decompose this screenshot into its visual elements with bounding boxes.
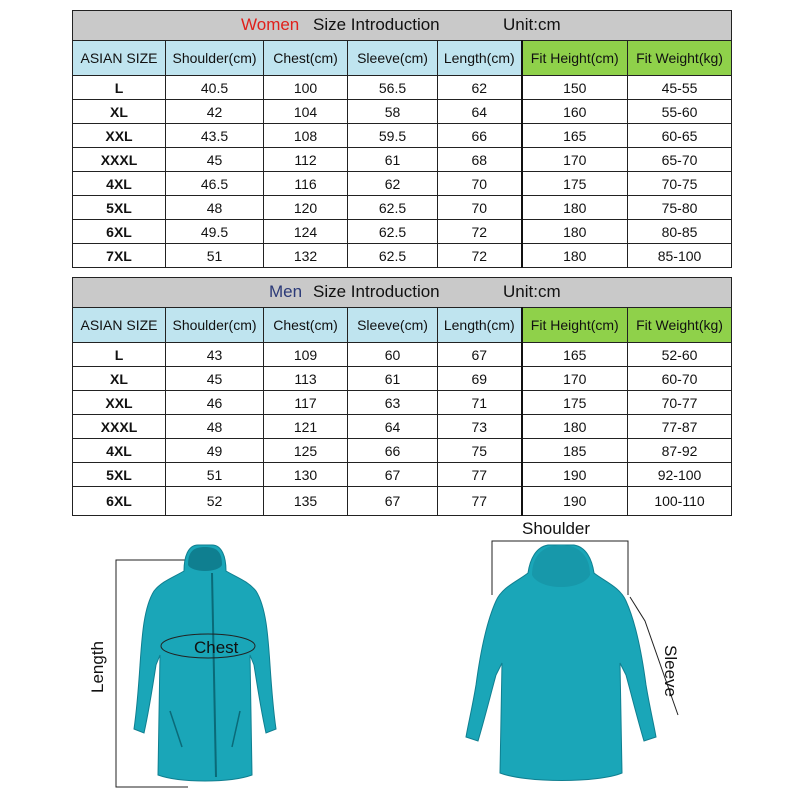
- table-row: [73, 76, 732, 100]
- measure-cell: 116: [264, 172, 348, 196]
- table-row: [73, 343, 732, 367]
- table-row: [73, 415, 732, 439]
- shoulder-label: Shoulder: [522, 519, 591, 538]
- measure-cell: 60-65: [628, 124, 732, 148]
- column-header: ASIAN SIZE: [73, 41, 166, 76]
- men-title-row: [73, 278, 732, 308]
- size-cell: 4XL: [73, 439, 166, 463]
- column-header: Sleeve(cm): [348, 41, 438, 76]
- men-title-text: Size Introduction: [313, 282, 440, 301]
- measure-cell: 48: [166, 196, 264, 220]
- table-row: [73, 367, 732, 391]
- measure-cell: 59.5: [348, 124, 438, 148]
- measure-cell: 92-100: [628, 463, 732, 487]
- measure-cell: 85-100: [628, 244, 732, 268]
- measure-cell: 113: [264, 367, 348, 391]
- measure-cell: 67: [348, 463, 438, 487]
- measure-cell: 73: [438, 415, 522, 439]
- size-cell: XXXL: [73, 148, 166, 172]
- measure-cell: 69: [438, 367, 522, 391]
- measure-cell: 125: [264, 439, 348, 463]
- measure-cell: 43: [166, 343, 264, 367]
- measure-cell: 112: [264, 148, 348, 172]
- measure-cell: 49: [166, 439, 264, 463]
- measure-cell: 121: [264, 415, 348, 439]
- column-header: Chest(cm): [264, 308, 348, 343]
- sleeve-label: Sleeve: [661, 645, 680, 697]
- measure-cell: 180: [522, 220, 628, 244]
- measure-cell: 45: [166, 148, 264, 172]
- table-row: [73, 124, 732, 148]
- measure-cell: 180: [522, 415, 628, 439]
- column-header: Length(cm): [438, 41, 522, 76]
- column-header: Sleeve(cm): [348, 308, 438, 343]
- measure-cell: 150: [522, 76, 628, 100]
- measure-cell: 62.5: [348, 220, 438, 244]
- size-cell: 6XL: [73, 487, 166, 516]
- chest-label: Chest: [194, 638, 239, 657]
- measure-cell: 60: [348, 343, 438, 367]
- measure-cell: 52: [166, 487, 264, 516]
- women-header-row: [73, 41, 732, 76]
- men-size-table: [72, 277, 732, 516]
- measure-cell: 52-60: [628, 343, 732, 367]
- measure-cell: 109: [264, 343, 348, 367]
- table-row: [73, 487, 732, 516]
- size-cell: XXXL: [73, 415, 166, 439]
- size-cell: 4XL: [73, 172, 166, 196]
- length-label: Length: [88, 641, 107, 693]
- column-header: Fit Weight(kg): [628, 308, 732, 343]
- column-header: ASIAN SIZE: [73, 308, 166, 343]
- men-gender-label: Men: [269, 282, 303, 301]
- measure-cell: 100: [264, 76, 348, 100]
- measure-cell: 68: [438, 148, 522, 172]
- measure-cell: 66: [348, 439, 438, 463]
- women-size-table: [72, 10, 732, 268]
- measure-cell: 58: [348, 100, 438, 124]
- column-header: Length(cm): [438, 308, 522, 343]
- table-row: [73, 244, 732, 268]
- measure-cell: 132: [264, 244, 348, 268]
- measure-cell: 71: [438, 391, 522, 415]
- size-cell: XL: [73, 367, 166, 391]
- size-cell: 7XL: [73, 244, 166, 268]
- measure-cell: 46.5: [166, 172, 264, 196]
- measure-cell: 185: [522, 439, 628, 463]
- measure-cell: 49.5: [166, 220, 264, 244]
- measure-cell: 77: [438, 487, 522, 516]
- measure-cell: 45: [166, 367, 264, 391]
- measure-cell: 175: [522, 172, 628, 196]
- column-header: Fit Height(cm): [522, 41, 628, 76]
- measure-cell: 60-70: [628, 367, 732, 391]
- measure-cell: 62.5: [348, 244, 438, 268]
- measure-cell: 66: [438, 124, 522, 148]
- measure-cell: 77-87: [628, 415, 732, 439]
- measure-cell: 104: [264, 100, 348, 124]
- measure-cell: 62: [438, 76, 522, 100]
- measure-cell: 75-80: [628, 196, 732, 220]
- measure-cell: 42: [166, 100, 264, 124]
- measure-cell: 80-85: [628, 220, 732, 244]
- measure-cell: 117: [264, 391, 348, 415]
- measure-cell: 51: [166, 244, 264, 268]
- measure-cell: 170: [522, 367, 628, 391]
- women-table-body: [73, 76, 732, 268]
- measure-cell: 72: [438, 220, 522, 244]
- measure-cell: 108: [264, 124, 348, 148]
- table-row: [73, 463, 732, 487]
- measure-cell: 65-70: [628, 148, 732, 172]
- jacket-front-body: [134, 545, 276, 781]
- measure-cell: 120: [264, 196, 348, 220]
- size-cell: XXL: [73, 124, 166, 148]
- column-header: Shoulder(cm): [166, 41, 264, 76]
- table-row: [73, 439, 732, 463]
- measure-cell: 100-110: [628, 487, 732, 516]
- measure-cell: 72: [438, 244, 522, 268]
- column-header: Fit Height(cm): [522, 308, 628, 343]
- measure-cell: 175: [522, 391, 628, 415]
- measure-cell: 55-60: [628, 100, 732, 124]
- measure-cell: 45-55: [628, 76, 732, 100]
- measure-cell: 190: [522, 487, 628, 516]
- table-row: [73, 148, 732, 172]
- measure-cell: 61: [348, 148, 438, 172]
- measure-cell: 70-75: [628, 172, 732, 196]
- measure-cell: 51: [166, 463, 264, 487]
- size-cell: XXL: [73, 391, 166, 415]
- size-cell: L: [73, 76, 166, 100]
- measure-cell: 124: [264, 220, 348, 244]
- measure-cell: 56.5: [348, 76, 438, 100]
- table-row: [73, 196, 732, 220]
- table-row: [73, 220, 732, 244]
- measure-cell: 70: [438, 172, 522, 196]
- measure-cell: 64: [348, 415, 438, 439]
- measure-cell: 62: [348, 172, 438, 196]
- size-cell: 5XL: [73, 196, 166, 220]
- measure-cell: 62.5: [348, 196, 438, 220]
- men-unit-label: Unit:cm: [503, 282, 561, 301]
- men-table-body: [73, 343, 732, 516]
- measure-cell: 87-92: [628, 439, 732, 463]
- women-unit-label: Unit:cm: [503, 15, 561, 34]
- women-title-row: [73, 11, 732, 41]
- measure-cell: 70-77: [628, 391, 732, 415]
- measure-cell: 165: [522, 124, 628, 148]
- measure-cell: 64: [438, 100, 522, 124]
- size-cell: 5XL: [73, 463, 166, 487]
- measure-cell: 135: [264, 487, 348, 516]
- men-header-row: [73, 308, 732, 343]
- measure-cell: 61: [348, 367, 438, 391]
- measure-cell: 180: [522, 196, 628, 220]
- measure-cell: 43.5: [166, 124, 264, 148]
- column-header: Chest(cm): [264, 41, 348, 76]
- measure-cell: 180: [522, 244, 628, 268]
- table-row: [73, 391, 732, 415]
- column-header: Shoulder(cm): [166, 308, 264, 343]
- measure-cell: 160: [522, 100, 628, 124]
- measure-cell: 67: [348, 487, 438, 516]
- measure-cell: 77: [438, 463, 522, 487]
- women-gender-label: Women: [241, 15, 300, 34]
- measure-cell: 48: [166, 415, 264, 439]
- size-cell: L: [73, 343, 166, 367]
- measure-cell: 63: [348, 391, 438, 415]
- size-cell: XL: [73, 100, 166, 124]
- measure-cell: 170: [522, 148, 628, 172]
- size-cell: 6XL: [73, 220, 166, 244]
- measure-cell: 40.5: [166, 76, 264, 100]
- measurement-figure-area: [0, 515, 800, 800]
- table-row: [73, 100, 732, 124]
- table-row: [73, 172, 732, 196]
- hood-opening: [188, 547, 222, 571]
- column-header: Fit Weight(kg): [628, 41, 732, 76]
- women-title-text: Size Introduction: [313, 15, 440, 34]
- measure-cell: 75: [438, 439, 522, 463]
- measure-cell: 67: [438, 343, 522, 367]
- measure-cell: 130: [264, 463, 348, 487]
- measure-cell: 165: [522, 343, 628, 367]
- measure-cell: 190: [522, 463, 628, 487]
- measure-cell: 46: [166, 391, 264, 415]
- measure-cell: 70: [438, 196, 522, 220]
